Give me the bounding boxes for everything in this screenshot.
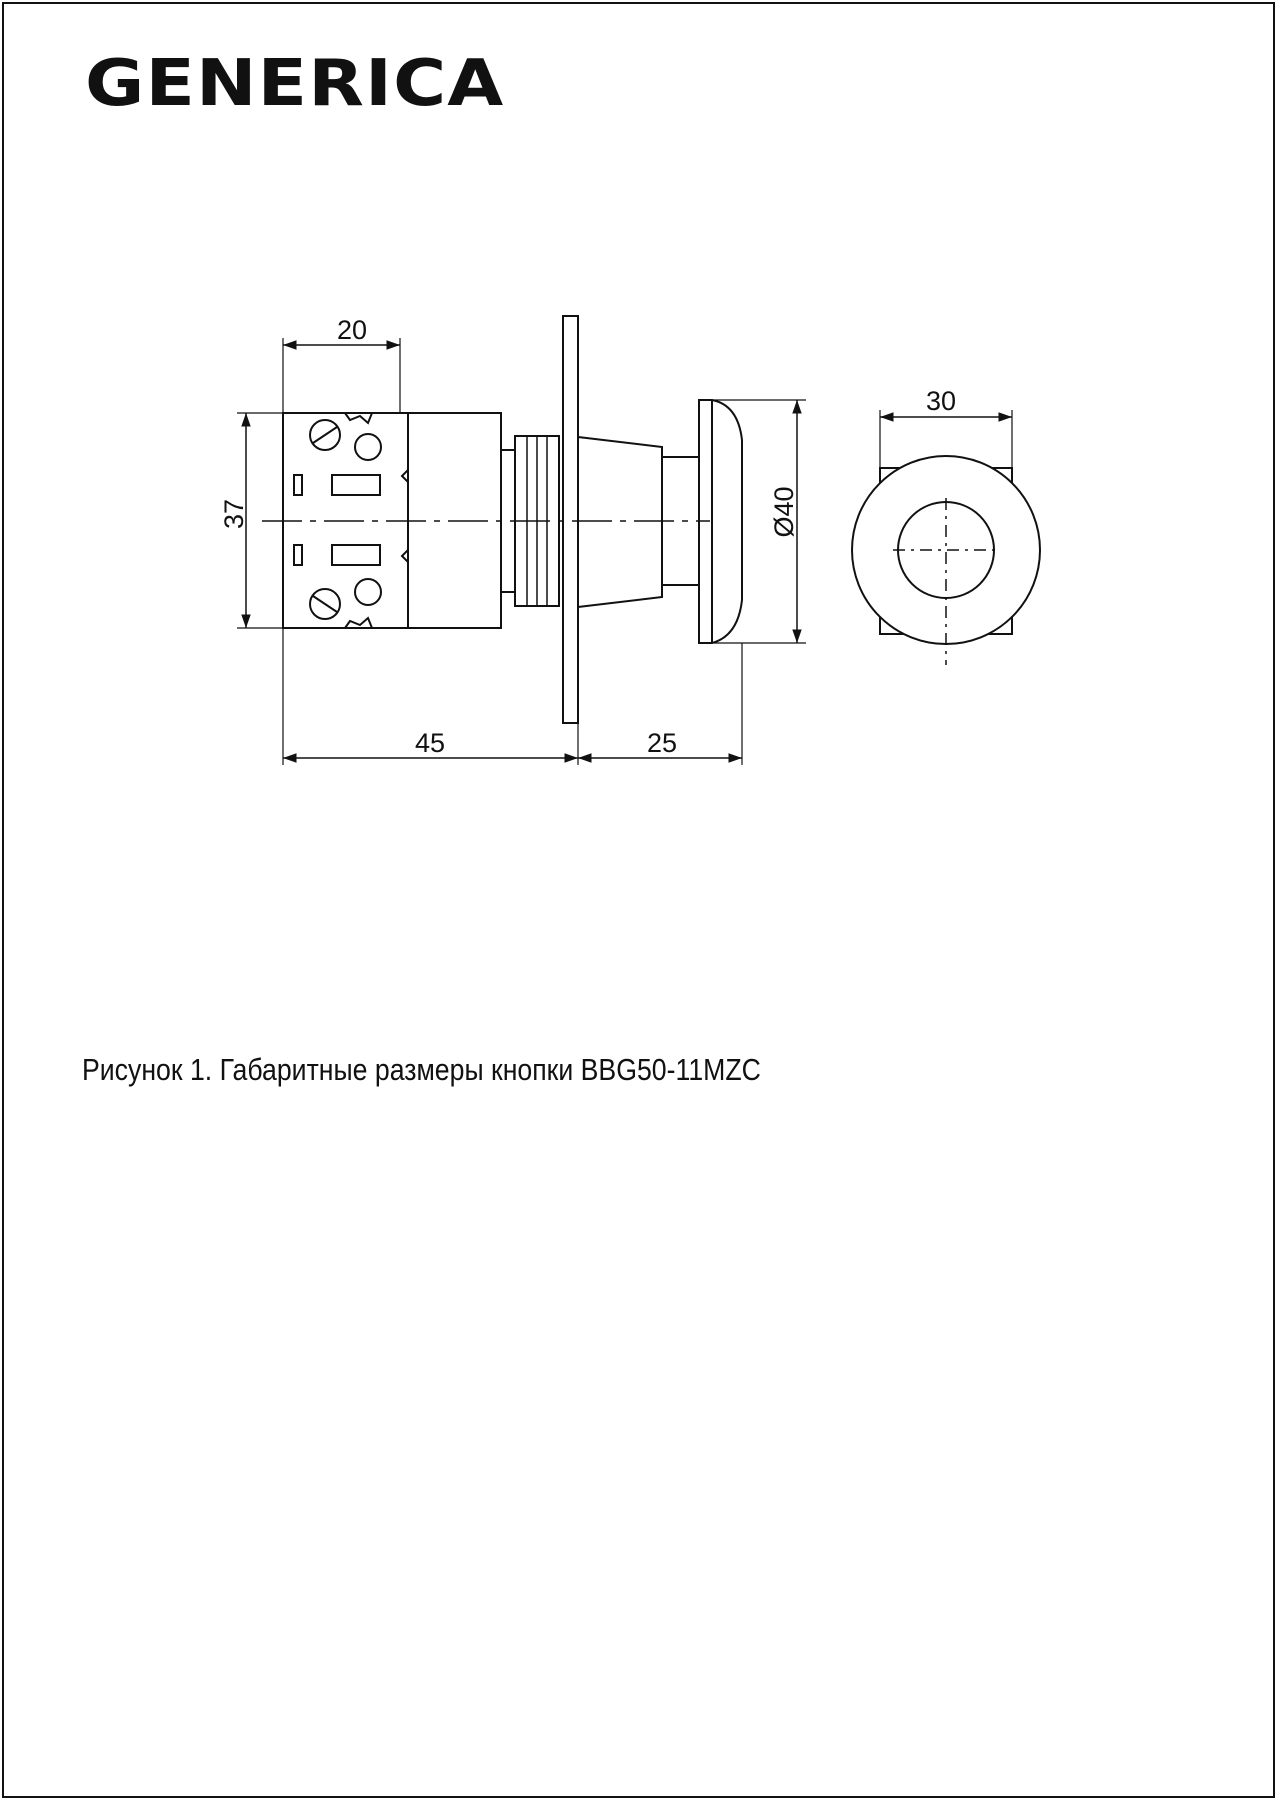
side-view [283, 316, 742, 723]
dim-label-20: 20 [336, 315, 368, 345]
actuator-body [578, 437, 662, 607]
figure-caption: Рисунок 1. Габаритные размеры кнопки BBG50-11MZC [82, 1052, 761, 1087]
dim-label-25: 25 [646, 728, 678, 758]
mounting-panel [563, 316, 578, 723]
dim-label-diameter-40: Ø40 [769, 486, 799, 538]
dim-label-37: 37 [219, 498, 249, 530]
dim-label-45: 45 [414, 728, 446, 758]
dim-label-30: 30 [925, 386, 957, 416]
brand-logo: GENERICA [85, 47, 505, 121]
